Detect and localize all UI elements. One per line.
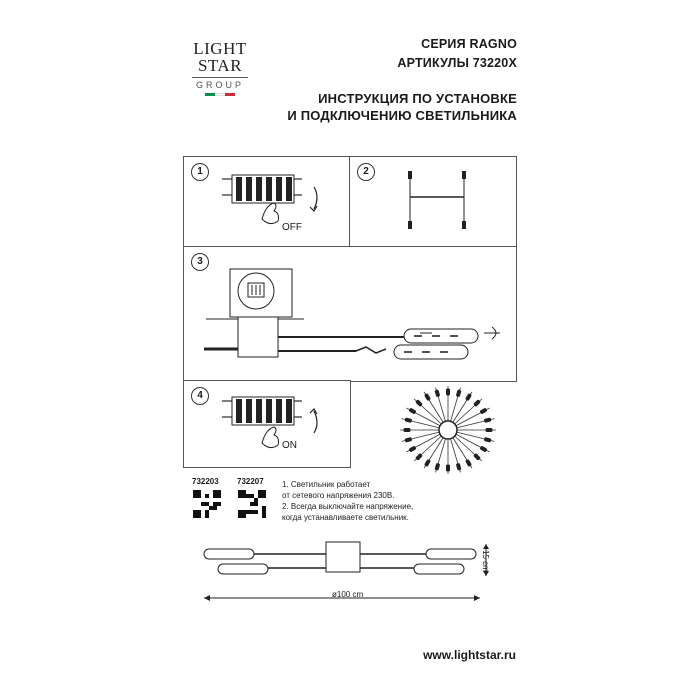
step-3-panel — [183, 246, 517, 382]
brand-logo — [192, 40, 248, 96]
article-code-1: 732203 — [192, 477, 219, 486]
step-2-panel — [349, 156, 517, 248]
step-3-number: 3 — [191, 253, 209, 271]
note-line-1: 1. Светильник работает — [282, 480, 371, 489]
series-title: СЕРИЯ RAGNO — [421, 37, 517, 51]
italian-flag-icon — [205, 93, 235, 96]
note-line-4: когда устанавливаете светильник. — [282, 513, 409, 522]
logo-line-3: GROUP — [192, 77, 248, 90]
website-link[interactable]: www.lightstar.ru — [423, 648, 516, 662]
diameter-label: ø100 cm — [332, 590, 364, 599]
step-4-panel — [183, 380, 351, 468]
instruction-title-line-1: ИНСТРУКЦИЯ ПО УСТАНОВКЕ — [318, 91, 517, 106]
breaker-on-illustration — [184, 381, 350, 467]
instruction-title-line-2: И ПОДКЛЮЧЕНИЮ СВЕТИЛЬНИКА — [287, 108, 517, 123]
logo-line-2: STAR — [197, 56, 243, 75]
note-line-3: 2. Всегда выключайте напряжение, — [282, 502, 414, 511]
step-1-number: 1 — [191, 163, 209, 181]
logo-line-1: LIGHT — [193, 39, 247, 58]
notes — [282, 479, 413, 523]
height-label: 15 cm — [481, 550, 490, 572]
step-2-number: 2 — [357, 163, 375, 181]
note-line-2: от сетевого напряжения 230В. — [282, 491, 395, 500]
step-4-number: 4 — [191, 387, 209, 405]
wiring-illustration — [184, 247, 516, 381]
step-1-panel — [183, 156, 351, 248]
off-label: OFF — [282, 222, 302, 233]
qr-code-icon — [193, 490, 221, 518]
fixture-top-view — [378, 380, 518, 480]
articles-title: АРТИКУЛЫ 73220X — [397, 56, 517, 70]
breaker-off-illustration — [184, 157, 350, 247]
on-label: ON — [282, 440, 297, 451]
qr-code-icon — [238, 490, 266, 518]
mounting-bracket-illustration — [350, 157, 516, 247]
article-code-2: 732207 — [237, 477, 264, 486]
